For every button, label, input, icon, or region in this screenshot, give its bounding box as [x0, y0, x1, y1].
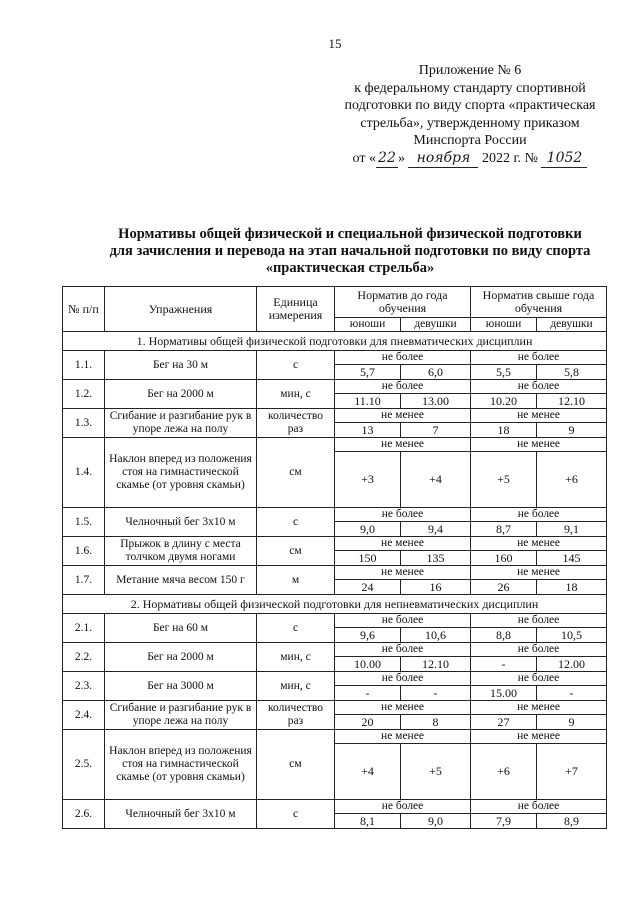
table-row — [63, 537, 607, 551]
value-girls-before: 135 — [401, 551, 471, 566]
row-number: 1.6. — [63, 537, 105, 566]
row-number: 1.4. — [63, 438, 105, 508]
section-title: 1. Нормативы общей физической подготовки для пневматических дисциплин — [63, 332, 607, 351]
exercise-name: Челночный бег 3х10 м — [105, 800, 257, 829]
page-number: 15 — [328, 36, 342, 51]
value-girls-before: 6,0 — [401, 365, 471, 380]
unit: см — [257, 537, 335, 566]
condition-before: не более — [335, 643, 471, 657]
unit: количество раз — [257, 701, 335, 730]
exercise-name: Челночный бег 3х10 м — [105, 508, 257, 537]
condition-before: не менее — [335, 409, 471, 423]
value-girls-after: 18 — [537, 580, 607, 595]
table-row — [63, 508, 607, 522]
table-row — [63, 351, 607, 365]
header-girls: девушки — [401, 318, 471, 332]
condition-after: не более — [471, 614, 607, 628]
appendix-title: Приложение № 6 — [418, 63, 522, 78]
condition-before: не более — [335, 508, 471, 522]
appendix-line: подготовки по виду спорта «практическая — [344, 98, 596, 113]
row-number: 2.1. — [63, 614, 105, 643]
value-girls-before: 7 — [401, 423, 471, 438]
value-boys-after: 18 — [471, 423, 537, 438]
value-boys-before: 11.10 — [335, 394, 401, 409]
value-girls-after: 9,1 — [537, 522, 607, 537]
header-boys: юноши — [335, 318, 401, 332]
appendix-line: Минспорта России — [413, 133, 527, 148]
value-girls-after: +6 — [537, 452, 607, 508]
value-girls-after: 9 — [537, 715, 607, 730]
exercise-name: Метание мяча весом 150 г — [105, 566, 257, 595]
unit: мин, с — [257, 672, 335, 701]
value-boys-before: - — [335, 686, 401, 701]
table-row — [63, 701, 607, 715]
value-girls-after: 10,5 — [537, 628, 607, 643]
unit: см — [257, 438, 335, 508]
condition-after: не более — [471, 380, 607, 394]
value-girls-after: +7 — [537, 744, 607, 800]
table-row — [63, 380, 607, 394]
header-unit: Единица измерения — [257, 287, 335, 332]
value-boys-before: 13 — [335, 423, 401, 438]
handwritten-day: 22 — [376, 150, 398, 169]
row-number: 1.1. — [63, 351, 105, 380]
exercise-name: Бег на 60 м — [105, 614, 257, 643]
row-number: 2.6. — [63, 800, 105, 829]
value-boys-after: 26 — [471, 580, 537, 595]
value-girls-after: 9 — [537, 423, 607, 438]
exercise-name: Наклон вперед из положения стоя на гимнастической скамье (от уровня скамьи) — [105, 438, 257, 508]
row-number: 1.7. — [63, 566, 105, 595]
document-title: Нормативы общей физической и специальной физической подготовки для зачисления и перевода на этап начальной подготовки по виду спорта «практическая стрельба» — [109, 226, 591, 276]
appendix-block — [320, 62, 620, 168]
value-boys-after: 7,9 — [471, 814, 537, 829]
table-row — [63, 409, 607, 423]
value-girls-before: 9,0 — [401, 814, 471, 829]
condition-before: не более — [335, 351, 471, 365]
exercise-name: Прыжок в длину с места толчком двумя ногами — [105, 537, 257, 566]
value-boys-after: 160 — [471, 551, 537, 566]
value-girls-after: 12.10 — [537, 394, 607, 409]
value-girls-after: 5,8 — [537, 365, 607, 380]
condition-before: не более — [335, 380, 471, 394]
condition-after: не менее — [471, 438, 607, 452]
value-boys-before: 5,7 — [335, 365, 401, 380]
unit: м — [257, 566, 335, 595]
value-boys-before: +4 — [335, 744, 401, 800]
value-boys-before: 8,1 — [335, 814, 401, 829]
exercise-name: Бег на 3000 м — [105, 672, 257, 701]
condition-after: не менее — [471, 537, 607, 551]
value-boys-after: 8,7 — [471, 522, 537, 537]
condition-after: не более — [471, 800, 607, 814]
unit: с — [257, 614, 335, 643]
condition-after: не менее — [471, 701, 607, 715]
value-girls-before: 8 — [401, 715, 471, 730]
section-row — [63, 332, 607, 351]
value-boys-after: 15.00 — [471, 686, 537, 701]
exercise-name: Бег на 2000 м — [105, 380, 257, 409]
value-boys-after: +5 — [471, 452, 537, 508]
value-boys-after: 27 — [471, 715, 537, 730]
value-boys-after: 8,8 — [471, 628, 537, 643]
condition-after: не более — [471, 508, 607, 522]
value-boys-after: 10.20 — [471, 394, 537, 409]
table-row — [63, 566, 607, 580]
header-boys: юноши — [471, 318, 537, 332]
value-girls-before: 9,4 — [401, 522, 471, 537]
value-boys-before: +3 — [335, 452, 401, 508]
value-boys-after: 5,5 — [471, 365, 537, 380]
value-boys-before: 10.00 — [335, 657, 401, 672]
table-row — [63, 672, 607, 686]
table-row — [63, 800, 607, 814]
unit: количество раз — [257, 409, 335, 438]
header-norm-after: Норматив свыше года обучения — [471, 287, 607, 318]
condition-before: не менее — [335, 730, 471, 744]
value-girls-after: - — [537, 686, 607, 701]
unit: с — [257, 351, 335, 380]
condition-before: не менее — [335, 537, 471, 551]
header-exercise: Упражнения — [105, 287, 257, 332]
exercise-name: Сгибание и разгибание рук в упоре лежа на полу — [105, 701, 257, 730]
value-girls-before: - — [401, 686, 471, 701]
condition-before: не менее — [335, 701, 471, 715]
value-girls-after: 145 — [537, 551, 607, 566]
row-number: 2.4. — [63, 701, 105, 730]
value-boys-after: +6 — [471, 744, 537, 800]
exercise-name: Бег на 2000 м — [105, 643, 257, 672]
value-boys-before: 20 — [335, 715, 401, 730]
condition-before: не более — [335, 672, 471, 686]
header-girls: девушки — [537, 318, 607, 332]
value-girls-before: 16 — [401, 580, 471, 595]
order-date: от « 22 » ноября 2022 г. № 1052 — [320, 150, 620, 169]
row-number: 2.3. — [63, 672, 105, 701]
unit: см — [257, 730, 335, 800]
condition-after: не более — [471, 643, 607, 657]
table-row — [63, 730, 607, 744]
row-number: 1.5. — [63, 508, 105, 537]
condition-before: не менее — [335, 566, 471, 580]
header-norm-before: Норматив до года обучения — [335, 287, 471, 318]
row-number: 2.2. — [63, 643, 105, 672]
exercise-name: Сгибание и разгибание рук в упоре лежа на полу — [105, 409, 257, 438]
section-row — [63, 595, 607, 614]
value-boys-before: 24 — [335, 580, 401, 595]
condition-after: не менее — [471, 730, 607, 744]
value-girls-after: 12.00 — [537, 657, 607, 672]
table-row — [63, 438, 607, 452]
appendix-line: стрельба», утвержденному приказом — [360, 115, 580, 131]
unit: с — [257, 800, 335, 829]
row-number: 1.3. — [63, 409, 105, 438]
table-row — [63, 614, 607, 628]
condition-before: не более — [335, 800, 471, 814]
value-girls-before: 10,6 — [401, 628, 471, 643]
condition-after: не менее — [471, 566, 607, 580]
row-number: 2.5. — [63, 730, 105, 800]
condition-before: не более — [335, 614, 471, 628]
header-num: № п/п — [63, 287, 105, 332]
value-boys-before: 9,0 — [335, 522, 401, 537]
appendix-line: к федеральному стандарту спортивной — [354, 80, 586, 96]
condition-before: не менее — [335, 438, 471, 452]
value-girls-after: 8,9 — [537, 814, 607, 829]
handwritten-number: 1052 — [541, 150, 587, 169]
norms-table — [62, 286, 607, 829]
unit: с — [257, 508, 335, 537]
condition-after: не менее — [471, 409, 607, 423]
condition-after: не более — [471, 672, 607, 686]
value-boys-after: - — [471, 657, 537, 672]
table-row — [63, 643, 607, 657]
condition-after: не более — [471, 351, 607, 365]
row-number: 1.2. — [63, 380, 105, 409]
exercise-name: Наклон вперед из положения стоя на гимнастической скамье (от уровня скамьи) — [105, 730, 257, 800]
value-girls-before: 13.00 — [401, 394, 471, 409]
exercise-name: Бег на 30 м — [105, 351, 257, 380]
value-boys-before: 150 — [335, 551, 401, 566]
section-title: 2. Нормативы общей физической подготовки для непневматических дисциплин — [63, 595, 607, 614]
value-girls-before: +4 — [401, 452, 471, 508]
unit: мин, с — [257, 380, 335, 409]
value-girls-before: +5 — [401, 744, 471, 800]
value-girls-before: 12.10 — [401, 657, 471, 672]
handwritten-month: ноября — [408, 150, 478, 169]
value-boys-before: 9,6 — [335, 628, 401, 643]
unit: мин, с — [257, 643, 335, 672]
